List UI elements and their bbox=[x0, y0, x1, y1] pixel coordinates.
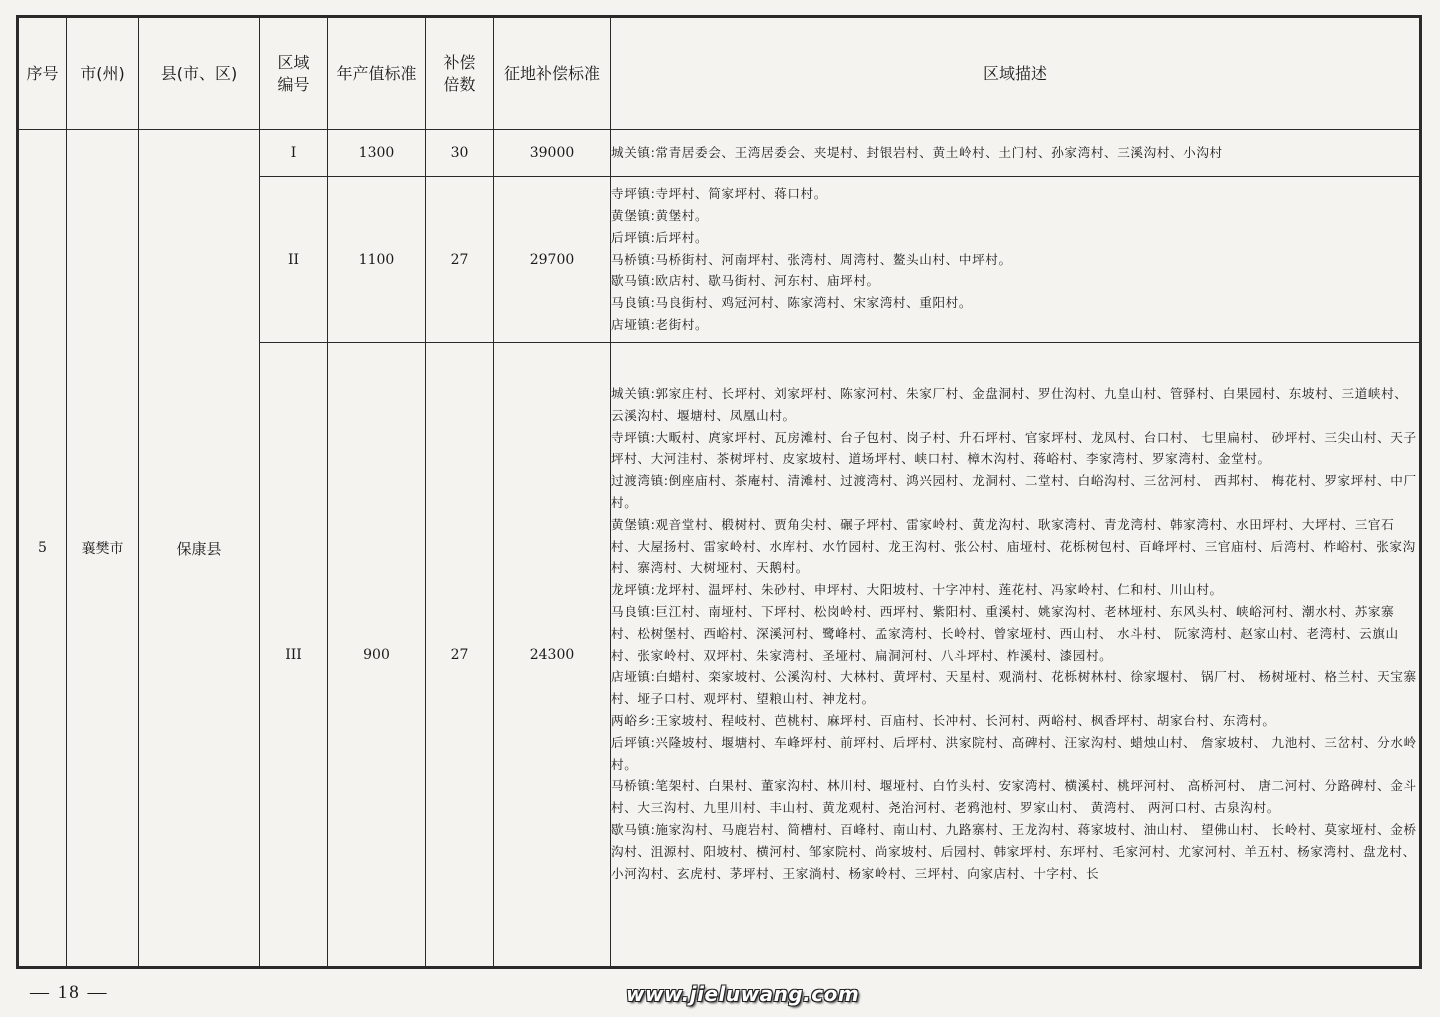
header-zone-line2: 编号 bbox=[277, 74, 310, 94]
page-number: — 18 — bbox=[30, 982, 109, 1003]
description-line: 歇马镇:欧店村、歇马街村、河东村、庙坪村。 bbox=[611, 273, 880, 289]
header-row bbox=[19, 18, 1420, 130]
zone-id: II bbox=[260, 177, 328, 343]
description-line: 后坪镇:后坪村。 bbox=[611, 229, 709, 245]
zone-annual: 1300 bbox=[328, 130, 426, 177]
header-desc: 区域描述 bbox=[611, 18, 1420, 130]
description-line: 店垭镇:白蜡村、栾家坡村、公溪沟村、大林村、黄坪村、天星村、观淌村、花栎树林村、徐家堰村、 锅厂村、 杨树垭村、格兰村、天宝寨村、垭子口村、观坪村、望粮山村、神龙村。 bbox=[611, 669, 1417, 707]
zone-description bbox=[611, 130, 1420, 177]
compensation-table-frame bbox=[16, 15, 1422, 969]
zone-multiplier: 27 bbox=[426, 343, 494, 967]
header-multiplier bbox=[426, 18, 494, 130]
description-line: 黄堡镇:观音堂村、椴树村、贾角尖村、碾子坪村、雷家岭村、黄龙沟村、耿家湾村、青龙湾村、韩家湾村、水田坪村、大坪村、三官石村、大屋扬村、雷家岭村、水库村、水竹园村、龙王沟村、张公村、庙垭村、花栎树包村、百峰坪村、三官庙村、后湾村、柞峪村、张家沟村、寨湾村、大树垭村、天鹅村。 bbox=[611, 516, 1416, 576]
zone-standard: 29700 bbox=[494, 177, 611, 343]
description-line: 龙坪镇:龙坪村、温坪村、朱砂村、申坪村、大阳坡村、十字冲村、莲花村、冯家岭村、仁和村、川山村。 bbox=[611, 582, 1223, 598]
zone-annual: 900 bbox=[328, 343, 426, 967]
header-zone bbox=[260, 18, 328, 130]
row-county: 保康县 bbox=[139, 130, 260, 967]
description-line: 城关镇:郭家庄村、长坪村、刘家坪村、陈家河村、朱家厂村、金盘洞村、罗仕沟村、九皇山村、管驿村、白果园村、东坡村、三道峡村、云溪沟村、堰塘村、凤凰山村。 bbox=[611, 386, 1408, 423]
table-row-zone-1 bbox=[19, 130, 1420, 177]
zone-id: I bbox=[260, 130, 328, 177]
header-annual: 年产值标准 bbox=[328, 18, 426, 130]
description-line: 两峪乡:王家坡村、程岐村、芭桃村、麻坪村、百庙村、长冲村、长河村、两峪村、枫香坪村、胡家台村、东湾村。 bbox=[611, 712, 1276, 728]
zone-description bbox=[611, 177, 1420, 343]
description-line: 马良镇:巨江村、南垭村、下坪村、松岗岭村、西坪村、紫阳村、重溪村、姚家沟村、老林垭村、东风头村、峡峪河村、潮水村、苏家寨村、松树堡村、西峪村、深溪河村、鹭峰村、孟家湾村、长岭村、曾家垭村、西山村、 水斗村、 阮家湾村、赵家山村、老湾村、云旗山村、张家岭村、双坪村、朱家湾村、圣垭村、扁洞河村、八斗坪村、柞溪村、漆园村。 bbox=[611, 603, 1399, 663]
header-city: 市(州) bbox=[67, 18, 139, 130]
description-line: 马桥镇:笔架村、白果村、董家沟村、林川村、堰垭村、白竹头村、安家湾村、横溪村、桃坪河村、 高桥河村、 唐二河村、分路碑村、金斗村、大三沟村、九里川村、丰山村、黄龙观村、尧治河村、老鸦池村、罗家山村、 黄湾村、 两河口村、古泉沟村。 bbox=[611, 778, 1417, 816]
header-mult-line2: 倍数 bbox=[443, 74, 476, 94]
row-seq: 5 bbox=[19, 130, 67, 967]
zone-multiplier: 30 bbox=[426, 130, 494, 177]
zone-description bbox=[611, 343, 1420, 967]
site-watermark: www.jieluwang.com bbox=[626, 982, 860, 1006]
zone-standard: 24300 bbox=[494, 343, 611, 967]
row-city: 襄樊市 bbox=[67, 130, 139, 967]
header-county: 县(市、区) bbox=[139, 18, 260, 130]
description-line: 寺坪镇:大畈村、庹家坪村、瓦房滩村、台子包村、岗子村、升石坪村、官家坪村、龙凤村、台口村、 七里扁村、 砂坪村、三尖山村、天子坪村、大河洼村、茶树坪村、皮家坡村、道场坪村、峡口村、樟木沟村、蒋峪村、李家湾村、罗家湾村、金堂村。 bbox=[611, 429, 1417, 467]
header-seq: 序号 bbox=[19, 18, 67, 130]
description-line: 黄堡镇:黄堡村。 bbox=[611, 208, 709, 223]
header-zone-line1: 区域 bbox=[277, 52, 310, 72]
header-mult-line1: 补偿 bbox=[443, 52, 476, 72]
description-line: 歇马镇:施家沟村、马鹿岩村、简槽村、百峰村、南山村、九路寨村、王龙沟村、蒋家坡村、油山村、 望佛山村、 长岭村、莫家垭村、金桥沟村、沮源村、阳坡村、横河村、邹家院村、尚家坡村、后园村、韩家坪村、东坪村、毛家河村、尤家河村、羊五村、杨家湾村、盘龙村、小河沟村、玄虎村、茅坪村、王家淌村、杨家岭村、三坪村、向家店村、十字村、长 bbox=[611, 821, 1417, 881]
description-line: 后坪镇:兴隆坡村、堰塘村、车峰坪村、前坪村、后坪村、洪家院村、高碑村、汪家沟村、蜡烛山村、 詹家坡村、 九池村、三岔村、分水岭村。 bbox=[611, 734, 1417, 772]
zone-id: III bbox=[260, 343, 328, 967]
description-line: 马桥镇:马桥街村、河南坪村、张湾村、周湾村、鳌头山村、中坪村。 bbox=[611, 251, 1012, 267]
header-standard: 征地补偿标准 bbox=[494, 18, 611, 130]
zone-standard: 39000 bbox=[494, 130, 611, 177]
description-line: 寺坪镇:寺坪村、简家坪村、蒋口村。 bbox=[611, 186, 827, 202]
description-line: 过渡湾镇:倒座庙村、茶庵村、清滩村、过渡湾村、鸿兴园村、龙洞村、二堂村、白峪沟村、三岔河村、 西邦村、 梅花村、罗家坪村、中厂村。 bbox=[611, 473, 1417, 510]
zone-annual: 1100 bbox=[328, 177, 426, 343]
description-line: 城关镇:常青居委会、王湾居委会、夹堤村、封银岩村、黄土岭村、土门村、孙家湾村、三溪沟村、小沟村 bbox=[611, 145, 1223, 161]
description-line: 马良镇:马良街村、鸡冠河村、陈家湾村、宋家湾村、重阳村。 bbox=[611, 295, 973, 311]
compensation-table bbox=[18, 17, 1420, 967]
description-line: 店垭镇:老街村。 bbox=[611, 316, 709, 332]
zone-multiplier: 27 bbox=[426, 177, 494, 343]
